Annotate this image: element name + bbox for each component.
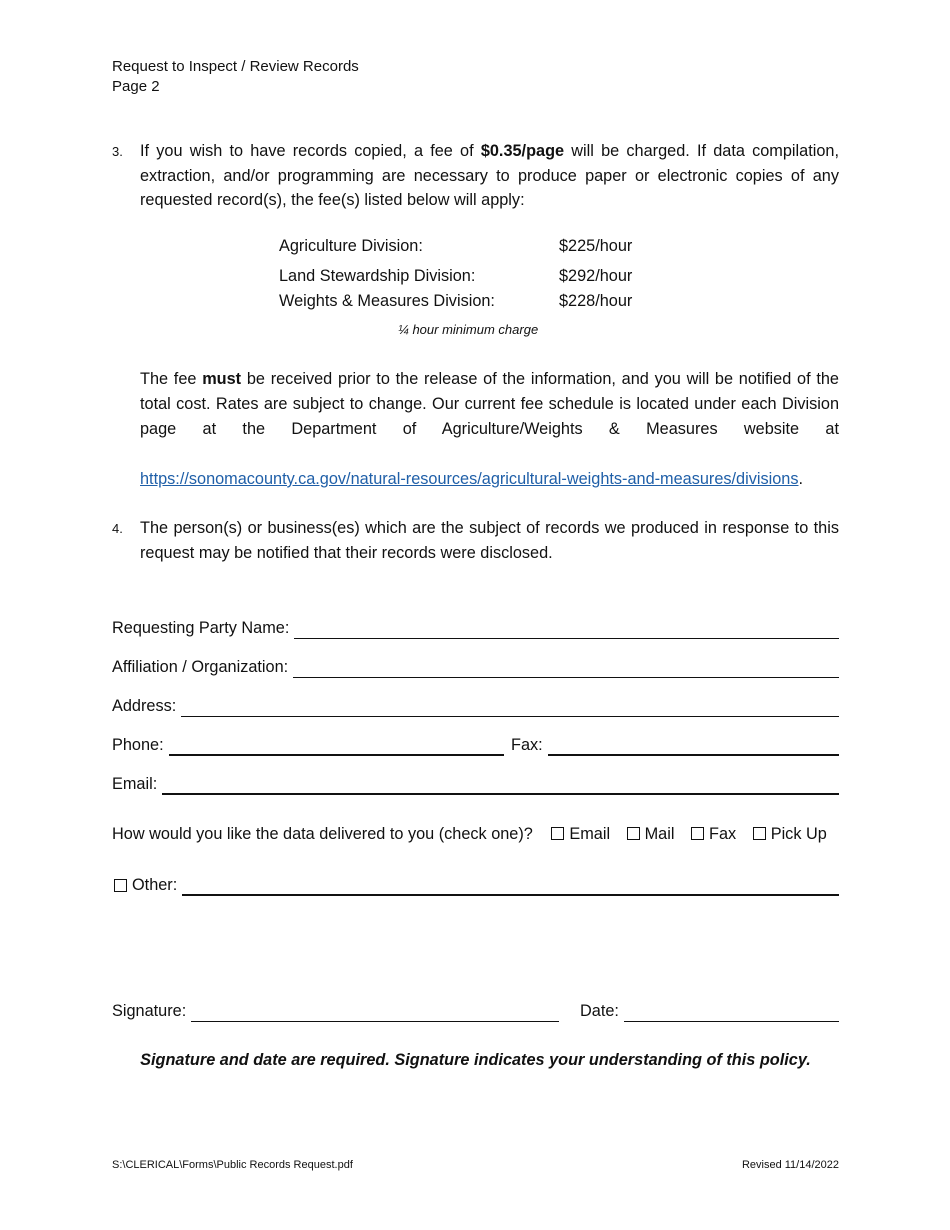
- fee-division: Weights & Measures Division:: [279, 292, 495, 310]
- organization-input-line[interactable]: [293, 659, 839, 678]
- fax-field: [511, 734, 839, 756]
- fee-para-end: .: [798, 470, 804, 488]
- item-4: [112, 516, 839, 565]
- email-input-line[interactable]: [162, 775, 839, 795]
- delivery-option-fax: Fax: [709, 825, 737, 843]
- signature-label: Signature:: [112, 1002, 187, 1020]
- address-label: Address:: [112, 697, 177, 715]
- organization-field: [112, 656, 839, 678]
- phone-field: [112, 734, 504, 756]
- fee-rate: $228/hour: [559, 292, 633, 310]
- phone-label: Phone:: [112, 736, 164, 754]
- signature-notice: Signature and date are required. Signature indicates your understanding of this policy.: [140, 1051, 811, 1069]
- header-title: Request to Inspect / Review Records: [112, 58, 359, 75]
- mail-checkbox[interactable]: [627, 827, 640, 840]
- fee-schedule-link-text[interactable]: https://sonomacounty.ca.gov/natural-resources/agricultural-weights-and-measures/divisions: [140, 470, 799, 488]
- footer-revised-date: Revised 11/14/2022: [741, 1159, 839, 1171]
- email-label: Email:: [112, 775, 158, 793]
- pickup-checkbox[interactable]: [753, 827, 766, 840]
- fax-label: Fax:: [511, 736, 543, 754]
- fee-para-pre: The fee: [140, 370, 203, 388]
- organization-label: Affiliation / Organization:: [112, 658, 289, 676]
- fee-division: Agriculture Division:: [279, 237, 423, 255]
- fee-schedule-link[interactable]: [140, 470, 799, 488]
- item-3-number: 3.: [112, 144, 123, 159]
- fax-checkbox[interactable]: [691, 827, 704, 840]
- address-input-line[interactable]: [181, 698, 839, 717]
- name-label: Requesting Party Name:: [112, 619, 290, 637]
- delivery-option-mail: Mail: [644, 825, 675, 843]
- item-3: [112, 139, 839, 213]
- footer-file-path: S:\CLERICAL\Forms\Public Records Request.pdf: [112, 1159, 353, 1171]
- fee-paragraph: [140, 367, 839, 492]
- fax-input-line[interactable]: [548, 736, 839, 756]
- item-4-text: The person(s) or business(es) which are the subject of records we produced in response to this request may be notified that their records were disclosed.: [140, 519, 839, 562]
- signature-input-line[interactable]: [191, 1003, 559, 1022]
- delivery-option-email: Email: [569, 825, 611, 843]
- name-input-line[interactable]: [294, 620, 839, 639]
- fee-rate: $225/hour: [559, 237, 633, 255]
- delivery-method: [112, 825, 827, 844]
- email-field: [112, 773, 839, 795]
- delivery-question: How would you like the data delivered to you (check one)?: [112, 825, 533, 843]
- item-4-number: 4.: [112, 521, 123, 536]
- other-field: [112, 874, 839, 896]
- email-checkbox[interactable]: [551, 827, 564, 840]
- address-field: [112, 695, 839, 717]
- copy-fee: $0.35/page: [480, 142, 565, 160]
- item-3-text: [140, 139, 839, 213]
- fee-division: Land Stewardship Division:: [279, 267, 476, 285]
- phone-input-line[interactable]: [169, 736, 504, 756]
- other-label: Other:: [132, 876, 178, 894]
- item-3-post: will be charged. If data compilation, extraction, and/or programming are necessary to produce paper or electronic copies of any requested record(s), the fee(s) listed below will apply:: [140, 142, 839, 209]
- date-label: Date:: [580, 1002, 619, 1020]
- fee-rate: $292/hour: [559, 267, 633, 285]
- header-page-number: Page 2: [112, 78, 160, 95]
- fee-para-bold: must: [202, 370, 242, 388]
- date-input-line[interactable]: [624, 1003, 839, 1022]
- date-field: [580, 1000, 839, 1022]
- signature-field: [112, 1000, 559, 1022]
- other-input-line[interactable]: [182, 876, 839, 896]
- requesting-party-name-field: [112, 617, 839, 639]
- fee-para-post: be received prior to the release of the information, and you will be notified of the total cost. Rates are subject to change. Our current fee schedule is located under each Division page at the Department of Agriculture/Weights & Measures website at: [140, 370, 839, 438]
- minimum-charge-note: ¼ hour minimum charge: [398, 322, 539, 337]
- page-header: [112, 57, 359, 97]
- item-3-pre: If you wish to have records copied, a fee of: [140, 142, 481, 160]
- delivery-option-pickup: Pick Up: [770, 825, 827, 843]
- other-checkbox[interactable]: [114, 879, 127, 892]
